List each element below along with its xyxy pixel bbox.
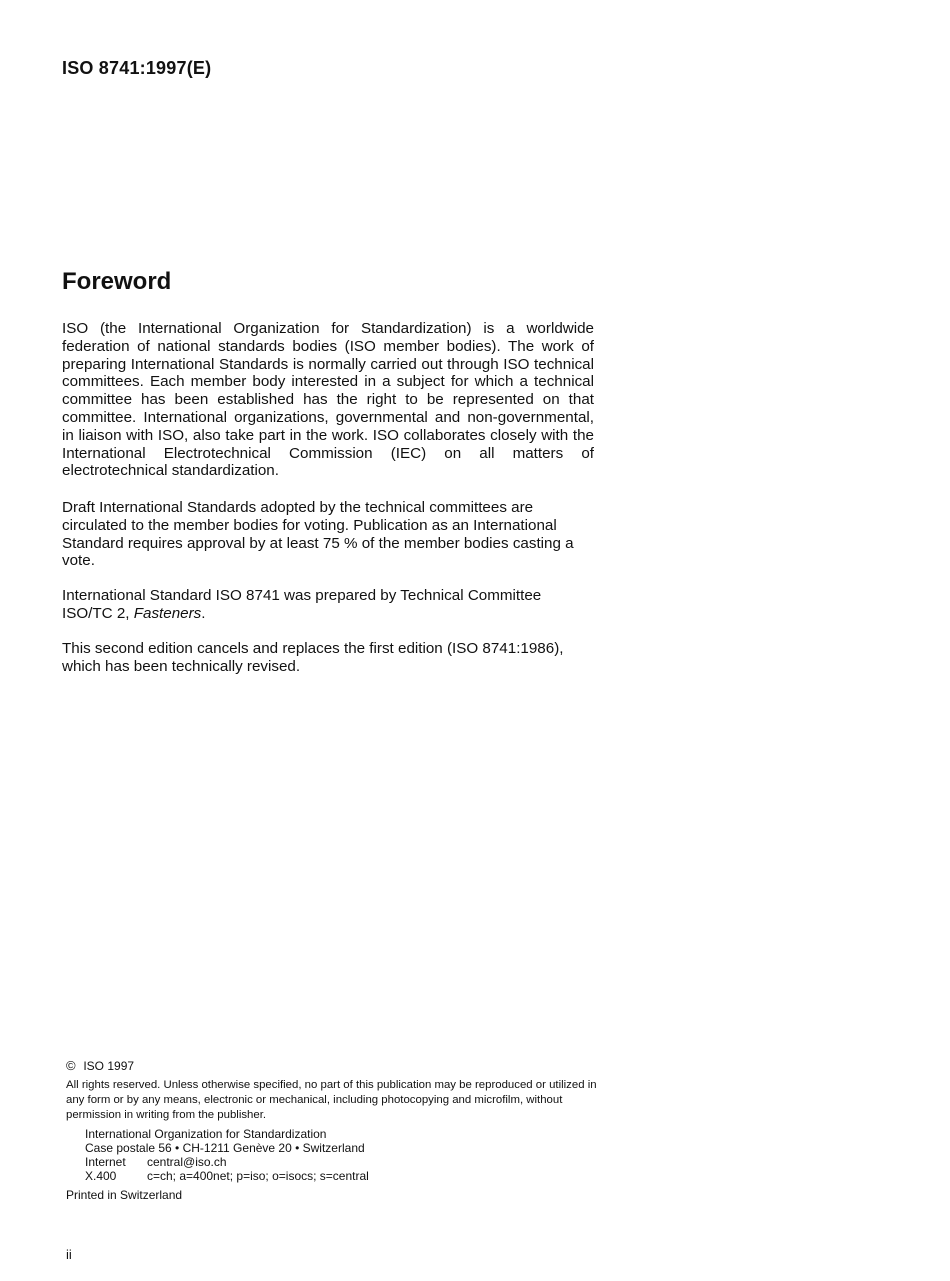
foreword-paragraph-2: Draft International Standards adopted by the technical committees are circulated to the member bodies for voting. Publication as an International Standard requires approval by at least 75 % of the member bodies casting a vote.: [62, 499, 574, 570]
foreword-paragraph-4: This second edition cancels and replaces the first edition (ISO 8741:1986), which has been technically revised.: [62, 640, 564, 675]
organization-address: [85, 1127, 600, 1183]
x400-address: c=ch; a=400net; p=iso; o=isocs; s=central: [147, 1169, 369, 1183]
paragraph-3-text: International Standard ISO 8741 was prepared by Technical Committee ISO/TC 2,: [62, 587, 542, 622]
copyright-line: [66, 1058, 600, 1074]
foreword-paragraph-1: ISO (the International Organization for Standardization) is a worldwide federation of national standards bodies (ISO member bodies). The work of preparing International Standards is normally carried out through ISO technical committees. Each member body interested in a subject for which a technical committee has been established has the right to be represented on that committee. International organizations, governmental and non-governmental, in liaison with ISO, also take part in the work. ISO collaborates closely with the International Electrotechnical Commission (IEC) on all matters of electrotechnical standardization.: [62, 320, 594, 480]
x400-row: [85, 1169, 600, 1183]
foreword-paragraph-3: [62, 587, 594, 623]
internet-label: Internet: [85, 1155, 126, 1169]
copyright-icon: ©: [66, 1058, 76, 1073]
internet-address: central@iso.ch: [147, 1155, 227, 1169]
document-id-header: ISO 8741:1997(E): [62, 58, 212, 78]
paragraph-3-period: .: [201, 604, 206, 622]
postal-address: Case postale 56 • CH-1211 Genève 20 • Switzerland: [85, 1141, 365, 1155]
x400-label: X.400: [85, 1169, 117, 1183]
organization-name: International Organization for Standardization: [85, 1127, 327, 1141]
copyright-year: ISO 1997: [83, 1059, 135, 1073]
page-number: ii: [66, 1247, 72, 1262]
printed-in: Printed in Switzerland: [66, 1188, 183, 1202]
internet-row: [85, 1155, 600, 1169]
foreword-title: Foreword: [62, 268, 172, 295]
committee-name-italic: Fasteners: [133, 604, 202, 622]
copyright-block: [66, 1058, 600, 1203]
rights-notice: All rights reserved. Unless otherwise specified, no part of this publication may be reproduced or utilized in any form or by any means, electronic or mechanical, including photocopying and microfilm, without permission in writing from the publisher.: [66, 1079, 597, 1121]
